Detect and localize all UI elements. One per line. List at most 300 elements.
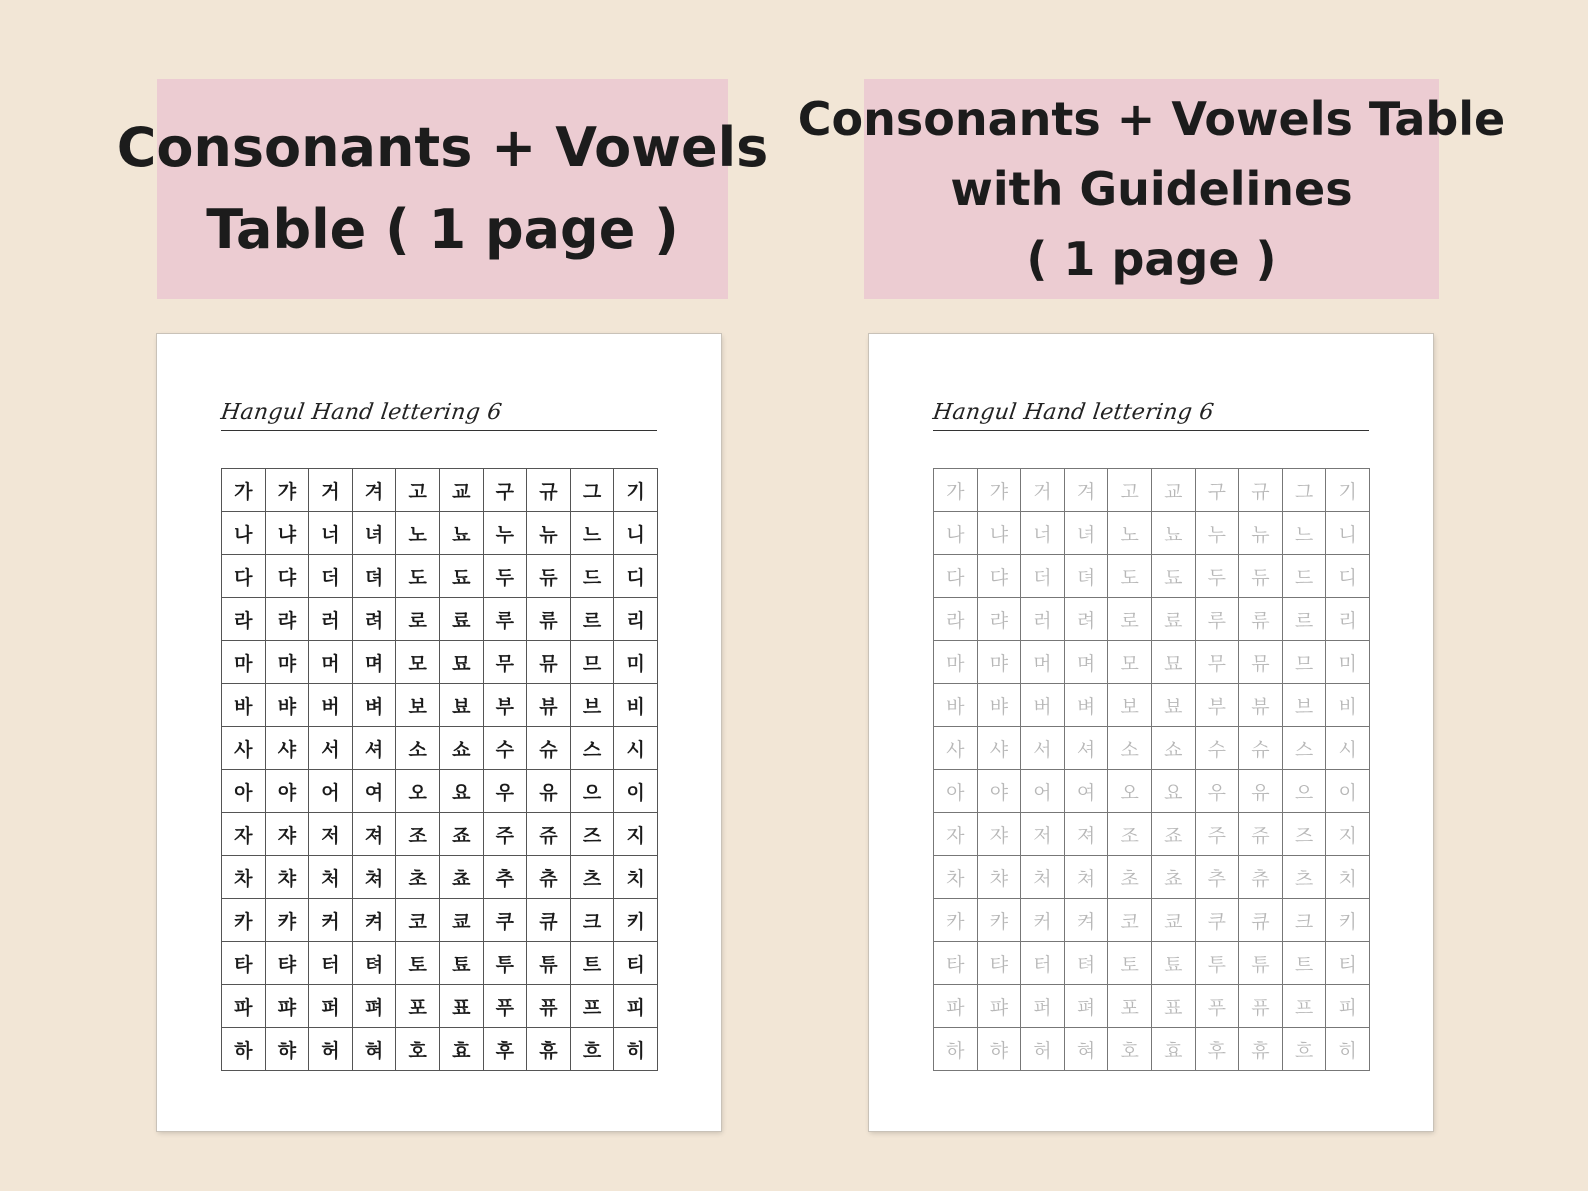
- syllable-cell: 크: [570, 899, 614, 942]
- syllable-cell: 야: [977, 770, 1021, 813]
- table-row: [222, 985, 658, 1028]
- syllable-cell: 터: [309, 942, 353, 985]
- syllable-cell: 처: [1021, 856, 1065, 899]
- table-row: [934, 727, 1370, 770]
- syllable-cell: 죠: [1151, 813, 1195, 856]
- syllable-cell: 오: [1108, 770, 1152, 813]
- syllable-cell: 교: [439, 469, 483, 512]
- syllable-cell: 뉴: [527, 512, 571, 555]
- syllable-cell: 키: [614, 899, 658, 942]
- syllable-cell: 미: [614, 641, 658, 684]
- syllable-cell: 큐: [527, 899, 571, 942]
- syllable-cell: 리: [614, 598, 658, 641]
- banner-right: [797, 79, 1506, 299]
- syllable-cell: 크: [1282, 899, 1326, 942]
- syllable-cell: 가: [934, 469, 978, 512]
- syllable-cell: 쿄: [1151, 899, 1195, 942]
- syllable-cell: 프: [1282, 985, 1326, 1028]
- syllable-cell: 뷰: [1239, 684, 1283, 727]
- syllable-cell: 치: [1326, 856, 1370, 899]
- syllable-cell: 커: [1021, 899, 1065, 942]
- syllable-cell: 며: [1064, 641, 1108, 684]
- syllable-cell: 료: [439, 598, 483, 641]
- syllable-cell: 셔: [1064, 727, 1108, 770]
- syllable-cell: 쇼: [1151, 727, 1195, 770]
- syllable-cell: 슈: [1239, 727, 1283, 770]
- syllable-guide-table: [933, 468, 1370, 1071]
- table-row: [934, 598, 1370, 641]
- syllable-cell: 다: [222, 555, 266, 598]
- syllable-cell: 햐: [265, 1028, 309, 1071]
- syllable-cell: 스: [1282, 727, 1326, 770]
- syllable-cell: 드: [1282, 555, 1326, 598]
- syllable-cell: 져: [1064, 813, 1108, 856]
- syllable-cell: 려: [1064, 598, 1108, 641]
- title-underline: [933, 430, 1369, 431]
- table-row: [934, 856, 1370, 899]
- syllable-cell: 펴: [1064, 985, 1108, 1028]
- syllable-cell: 브: [570, 684, 614, 727]
- syllable-cell: 누: [1195, 512, 1239, 555]
- syllable-cell: 마: [222, 641, 266, 684]
- syllable-cell: 거: [309, 469, 353, 512]
- syllable-cell: 니: [614, 512, 658, 555]
- syllable-cell: 자: [934, 813, 978, 856]
- syllable-cell: 쳐: [352, 856, 396, 899]
- syllable-cell: 서: [1021, 727, 1065, 770]
- syllable-cell: 주: [1195, 813, 1239, 856]
- syllable-cell: 포: [1108, 985, 1152, 1028]
- syllable-cell: 누: [483, 512, 527, 555]
- syllable-cell: 츠: [570, 856, 614, 899]
- syllable-cell: 흐: [1282, 1028, 1326, 1071]
- syllable-cell: 무: [1195, 641, 1239, 684]
- syllable-cell: 초: [396, 856, 440, 899]
- syllable-cell: 나: [934, 512, 978, 555]
- syllable-cell: 으: [570, 770, 614, 813]
- syllable-cell: 코: [396, 899, 440, 942]
- syllable-cell: 후: [483, 1028, 527, 1071]
- syllable-cell: 여: [1064, 770, 1108, 813]
- syllable-cell: 바: [222, 684, 266, 727]
- syllable-cell: 텨: [1064, 942, 1108, 985]
- syllable-cell: 느: [570, 512, 614, 555]
- syllable-cell: 됴: [439, 555, 483, 598]
- syllable-cell: 트: [1282, 942, 1326, 985]
- syllable-cell: 라: [934, 598, 978, 641]
- syllable-cell: 쥬: [1239, 813, 1283, 856]
- syllable-cell: 퍄: [265, 985, 309, 1028]
- syllable-cell: 펴: [352, 985, 396, 1028]
- syllable-cell: 버: [309, 684, 353, 727]
- syllable-cell: 츄: [1239, 856, 1283, 899]
- syllable-cell: 표: [439, 985, 483, 1028]
- syllable-cell: 러: [1021, 598, 1065, 641]
- syllable-cell: 퓨: [1239, 985, 1283, 1028]
- syllable-cell: 버: [1021, 684, 1065, 727]
- syllable-cell: 챠: [977, 856, 1021, 899]
- syllable-cell: 카: [222, 899, 266, 942]
- syllable-cell: 푸: [1195, 985, 1239, 1028]
- syllable-cell: 퍼: [309, 985, 353, 1028]
- syllable-cell: 도: [396, 555, 440, 598]
- syllable-cell: 그: [570, 469, 614, 512]
- syllable-cell: 추: [483, 856, 527, 899]
- table-row: [222, 770, 658, 813]
- syllable-cell: 쳐: [1064, 856, 1108, 899]
- syllable-cell: 죠: [439, 813, 483, 856]
- syllable-cell: 류: [527, 598, 571, 641]
- syllable-cell: 퍼: [1021, 985, 1065, 1028]
- syllable-cell: 리: [1326, 598, 1370, 641]
- table-row: [934, 512, 1370, 555]
- syllable-cell: 뇨: [1151, 512, 1195, 555]
- syllable-cell: 묘: [439, 641, 483, 684]
- syllable-cell: 처: [309, 856, 353, 899]
- syllable-cell: 로: [396, 598, 440, 641]
- table-row: [934, 1028, 1370, 1071]
- syllable-cell: 퍄: [977, 985, 1021, 1028]
- syllable-cell: 더: [309, 555, 353, 598]
- syllable-cell: 드: [570, 555, 614, 598]
- table-row: [222, 942, 658, 985]
- syllable-cell: 튜: [527, 942, 571, 985]
- worksheet-page-guidelines: [869, 334, 1433, 1131]
- syllable-cell: 시: [1326, 727, 1370, 770]
- syllable-cell: 요: [1151, 770, 1195, 813]
- syllable-cell: 바: [934, 684, 978, 727]
- table-row: [934, 813, 1370, 856]
- syllable-cell: 벼: [1064, 684, 1108, 727]
- table-row: [222, 641, 658, 684]
- table-row: [222, 856, 658, 899]
- syllable-cell: 댜: [977, 555, 1021, 598]
- table-row: [934, 555, 1370, 598]
- syllable-cell: 키: [1326, 899, 1370, 942]
- syllable-cell: 규: [1239, 469, 1283, 512]
- syllable-cell: 즈: [1282, 813, 1326, 856]
- syllable-cell: 됴: [1151, 555, 1195, 598]
- syllable-cell: 저: [309, 813, 353, 856]
- syllable-cell: 뉴: [1239, 512, 1283, 555]
- syllable-cell: 르: [1282, 598, 1326, 641]
- syllable-cell: 듀: [1239, 555, 1283, 598]
- syllable-cell: 사: [222, 727, 266, 770]
- syllable-cell: 이: [1326, 770, 1370, 813]
- syllable-cell: 머: [1021, 641, 1065, 684]
- syllable-cell: 두: [1195, 555, 1239, 598]
- syllable-cell: 토: [396, 942, 440, 985]
- table-row: [934, 641, 1370, 684]
- syllable-cell: 듀: [527, 555, 571, 598]
- table-row: [222, 512, 658, 555]
- syllable-cell: 류: [1239, 598, 1283, 641]
- syllable-cell: 로: [1108, 598, 1152, 641]
- worksheet-title: Hangul Hand lettering 6: [219, 400, 504, 425]
- syllable-cell: 켜: [352, 899, 396, 942]
- syllable-cell: 녀: [1064, 512, 1108, 555]
- syllable-cell: 히: [1326, 1028, 1370, 1071]
- syllable-cell: 겨: [352, 469, 396, 512]
- banner-left-line-1: Consonants + Vowels: [116, 116, 769, 179]
- syllable-cell: 고: [396, 469, 440, 512]
- syllable-cell: 티: [614, 942, 658, 985]
- syllable-cell: 거: [1021, 469, 1065, 512]
- banner-left-line-2: Table ( 1 page ): [206, 198, 679, 261]
- syllable-cell: 냐: [265, 512, 309, 555]
- syllable-cell: 혀: [1064, 1028, 1108, 1071]
- syllable-cell: 먀: [977, 641, 1021, 684]
- syllable-cell: 츄: [527, 856, 571, 899]
- syllable-cell: 쿠: [483, 899, 527, 942]
- syllable-cell: 겨: [1064, 469, 1108, 512]
- syllable-cell: 캬: [977, 899, 1021, 942]
- syllable-cell: 가: [222, 469, 266, 512]
- syllable-cell: 큐: [1239, 899, 1283, 942]
- banner-right-line-3: ( 1 page ): [1026, 232, 1277, 286]
- table-row: [222, 727, 658, 770]
- syllable-cell: 느: [1282, 512, 1326, 555]
- syllable-cell: 주: [483, 813, 527, 856]
- syllable-cell: 댜: [265, 555, 309, 598]
- syllable-cell: 츠: [1282, 856, 1326, 899]
- syllable-cell: 어: [309, 770, 353, 813]
- syllable-cell: 툐: [439, 942, 483, 985]
- syllable-cell: 소: [396, 727, 440, 770]
- syllable-cell: 후: [1195, 1028, 1239, 1071]
- syllable-cell: 효: [1151, 1028, 1195, 1071]
- syllable-cell: 져: [352, 813, 396, 856]
- syllable-cell: 먀: [265, 641, 309, 684]
- syllable-cell: 탸: [265, 942, 309, 985]
- syllable-cell: 티: [1326, 942, 1370, 985]
- syllable-cell: 쇼: [439, 727, 483, 770]
- syllable-cell: 머: [309, 641, 353, 684]
- syllable-cell: 사: [934, 727, 978, 770]
- syllable-cell: 표: [1151, 985, 1195, 1028]
- syllable-cell: 뇨: [439, 512, 483, 555]
- syllable-cell: 아: [934, 770, 978, 813]
- table-row: [222, 813, 658, 856]
- syllable-cell: 여: [352, 770, 396, 813]
- syllable-cell: 쥬: [527, 813, 571, 856]
- syllable-cell: 토: [1108, 942, 1152, 985]
- table-row: [934, 684, 1370, 727]
- syllable-cell: 카: [934, 899, 978, 942]
- syllable-cell: 구: [483, 469, 527, 512]
- syllable-cell: 너: [1021, 512, 1065, 555]
- syllable-cell: 므: [1282, 641, 1326, 684]
- syllable-cell: 모: [396, 641, 440, 684]
- syllable-cell: 햐: [977, 1028, 1021, 1071]
- syllable-cell: 뱌: [265, 684, 309, 727]
- syllable-cell: 노: [1108, 512, 1152, 555]
- syllable-cell: 뷰: [527, 684, 571, 727]
- syllable-cell: 쿠: [1195, 899, 1239, 942]
- syllable-cell: 규: [527, 469, 571, 512]
- syllable-cell: 냐: [977, 512, 1021, 555]
- syllable-cell: 두: [483, 555, 527, 598]
- syllable-cell: 으: [1282, 770, 1326, 813]
- syllable-cell: 브: [1282, 684, 1326, 727]
- syllable-cell: 루: [1195, 598, 1239, 641]
- syllable-cell: 뵤: [439, 684, 483, 727]
- syllable-cell: 나: [222, 512, 266, 555]
- syllable-cell: 벼: [352, 684, 396, 727]
- syllable-cell: 코: [1108, 899, 1152, 942]
- syllable-cell: 켜: [1064, 899, 1108, 942]
- syllable-cell: 랴: [265, 598, 309, 641]
- syllable-cell: 묘: [1151, 641, 1195, 684]
- syllable-cell: 뱌: [977, 684, 1021, 727]
- syllable-cell: 뎌: [352, 555, 396, 598]
- table-row: [222, 598, 658, 641]
- syllable-cell: 랴: [977, 598, 1021, 641]
- table-row: [934, 469, 1370, 512]
- syllable-cell: 텨: [352, 942, 396, 985]
- syllable-cell: 지: [1326, 813, 1370, 856]
- syllable-cell: 수: [483, 727, 527, 770]
- syllable-cell: 호: [396, 1028, 440, 1071]
- syllable-cell: 치: [614, 856, 658, 899]
- syllable-cell: 아: [222, 770, 266, 813]
- syllable-cell: 갸: [265, 469, 309, 512]
- syllable-cell: 고: [1108, 469, 1152, 512]
- syllable-cell: 혀: [352, 1028, 396, 1071]
- syllable-cell: 어: [1021, 770, 1065, 813]
- syllable-cell: 며: [352, 641, 396, 684]
- table-row: [222, 469, 658, 512]
- syllable-cell: 뮤: [1239, 641, 1283, 684]
- syllable-cell: 뵤: [1151, 684, 1195, 727]
- syllable-cell: 다: [934, 555, 978, 598]
- syllable-cell: 갸: [977, 469, 1021, 512]
- table-row: [934, 899, 1370, 942]
- syllable-cell: 뎌: [1064, 555, 1108, 598]
- syllable-cell: 마: [934, 641, 978, 684]
- banner-left: [116, 79, 769, 299]
- syllable-cell: 푸: [483, 985, 527, 1028]
- syllable-cell: 그: [1282, 469, 1326, 512]
- syllable-cell: 파: [934, 985, 978, 1028]
- syllable-cell: 샤: [977, 727, 1021, 770]
- syllable-cell: 조: [396, 813, 440, 856]
- syllable-cell: 서: [309, 727, 353, 770]
- syllable-cell: 프: [570, 985, 614, 1028]
- syllable-cell: 샤: [265, 727, 309, 770]
- syllable-cell: 추: [1195, 856, 1239, 899]
- syllable-cell: 커: [309, 899, 353, 942]
- syllable-cell: 르: [570, 598, 614, 641]
- syllable-cell: 부: [483, 684, 527, 727]
- syllable-cell: 비: [1326, 684, 1370, 727]
- syllable-cell: 디: [614, 555, 658, 598]
- title-underline: [221, 430, 657, 431]
- syllable-cell: 니: [1326, 512, 1370, 555]
- syllable-table: [221, 468, 658, 1071]
- syllable-cell: 모: [1108, 641, 1152, 684]
- syllable-cell: 히: [614, 1028, 658, 1071]
- syllable-cell: 타: [934, 942, 978, 985]
- syllable-cell: 라: [222, 598, 266, 641]
- syllable-cell: 보: [396, 684, 440, 727]
- syllable-cell: 트: [570, 942, 614, 985]
- syllable-cell: 휴: [527, 1028, 571, 1071]
- syllable-cell: 투: [483, 942, 527, 985]
- syllable-cell: 너: [309, 512, 353, 555]
- syllable-cell: 하: [222, 1028, 266, 1071]
- banner-right-line-1: Consonants + Vowels Table: [797, 92, 1506, 146]
- syllable-cell: 수: [1195, 727, 1239, 770]
- syllable-cell: 초: [1108, 856, 1152, 899]
- syllable-cell: 시: [614, 727, 658, 770]
- syllable-cell: 우: [483, 770, 527, 813]
- worksheet-page-plain: [157, 334, 721, 1131]
- syllable-cell: 야: [265, 770, 309, 813]
- syllable-cell: 파: [222, 985, 266, 1028]
- syllable-cell: 조: [1108, 813, 1152, 856]
- syllable-cell: 튜: [1239, 942, 1283, 985]
- syllable-cell: 터: [1021, 942, 1065, 985]
- syllable-cell: 쟈: [265, 813, 309, 856]
- syllable-cell: 피: [1326, 985, 1370, 1028]
- syllable-cell: 하: [934, 1028, 978, 1071]
- syllable-cell: 피: [614, 985, 658, 1028]
- syllable-cell: 무: [483, 641, 527, 684]
- syllable-cell: 도: [1108, 555, 1152, 598]
- syllable-cell: 녀: [352, 512, 396, 555]
- syllable-cell: 효: [439, 1028, 483, 1071]
- syllable-cell: 흐: [570, 1028, 614, 1071]
- syllable-cell: 디: [1326, 555, 1370, 598]
- syllable-cell: 더: [1021, 555, 1065, 598]
- syllable-cell: 툐: [1151, 942, 1195, 985]
- syllable-cell: 뮤: [527, 641, 571, 684]
- syllable-cell: 쿄: [439, 899, 483, 942]
- syllable-cell: 료: [1151, 598, 1195, 641]
- syllable-cell: 기: [614, 469, 658, 512]
- syllable-cell: 므: [570, 641, 614, 684]
- syllable-cell: 투: [1195, 942, 1239, 985]
- syllable-cell: 유: [1239, 770, 1283, 813]
- table-row: [222, 684, 658, 727]
- syllable-cell: 셔: [352, 727, 396, 770]
- syllable-cell: 부: [1195, 684, 1239, 727]
- syllable-cell: 슈: [527, 727, 571, 770]
- table-row: [934, 942, 1370, 985]
- syllable-cell: 차: [222, 856, 266, 899]
- syllable-cell: 요: [439, 770, 483, 813]
- syllable-cell: 려: [352, 598, 396, 641]
- syllable-cell: 저: [1021, 813, 1065, 856]
- syllable-cell: 지: [614, 813, 658, 856]
- table-row: [222, 555, 658, 598]
- syllable-cell: 기: [1326, 469, 1370, 512]
- syllable-cell: 쵸: [439, 856, 483, 899]
- syllable-cell: 이: [614, 770, 658, 813]
- syllable-cell: 유: [527, 770, 571, 813]
- syllable-cell: 쟈: [977, 813, 1021, 856]
- syllable-cell: 챠: [265, 856, 309, 899]
- syllable-cell: 퓨: [527, 985, 571, 1028]
- syllable-cell: 구: [1195, 469, 1239, 512]
- syllable-cell: 교: [1151, 469, 1195, 512]
- syllable-cell: 비: [614, 684, 658, 727]
- worksheet-title: Hangul Hand lettering 6: [931, 400, 1216, 425]
- syllable-cell: 루: [483, 598, 527, 641]
- table-row: [934, 985, 1370, 1028]
- syllable-cell: 우: [1195, 770, 1239, 813]
